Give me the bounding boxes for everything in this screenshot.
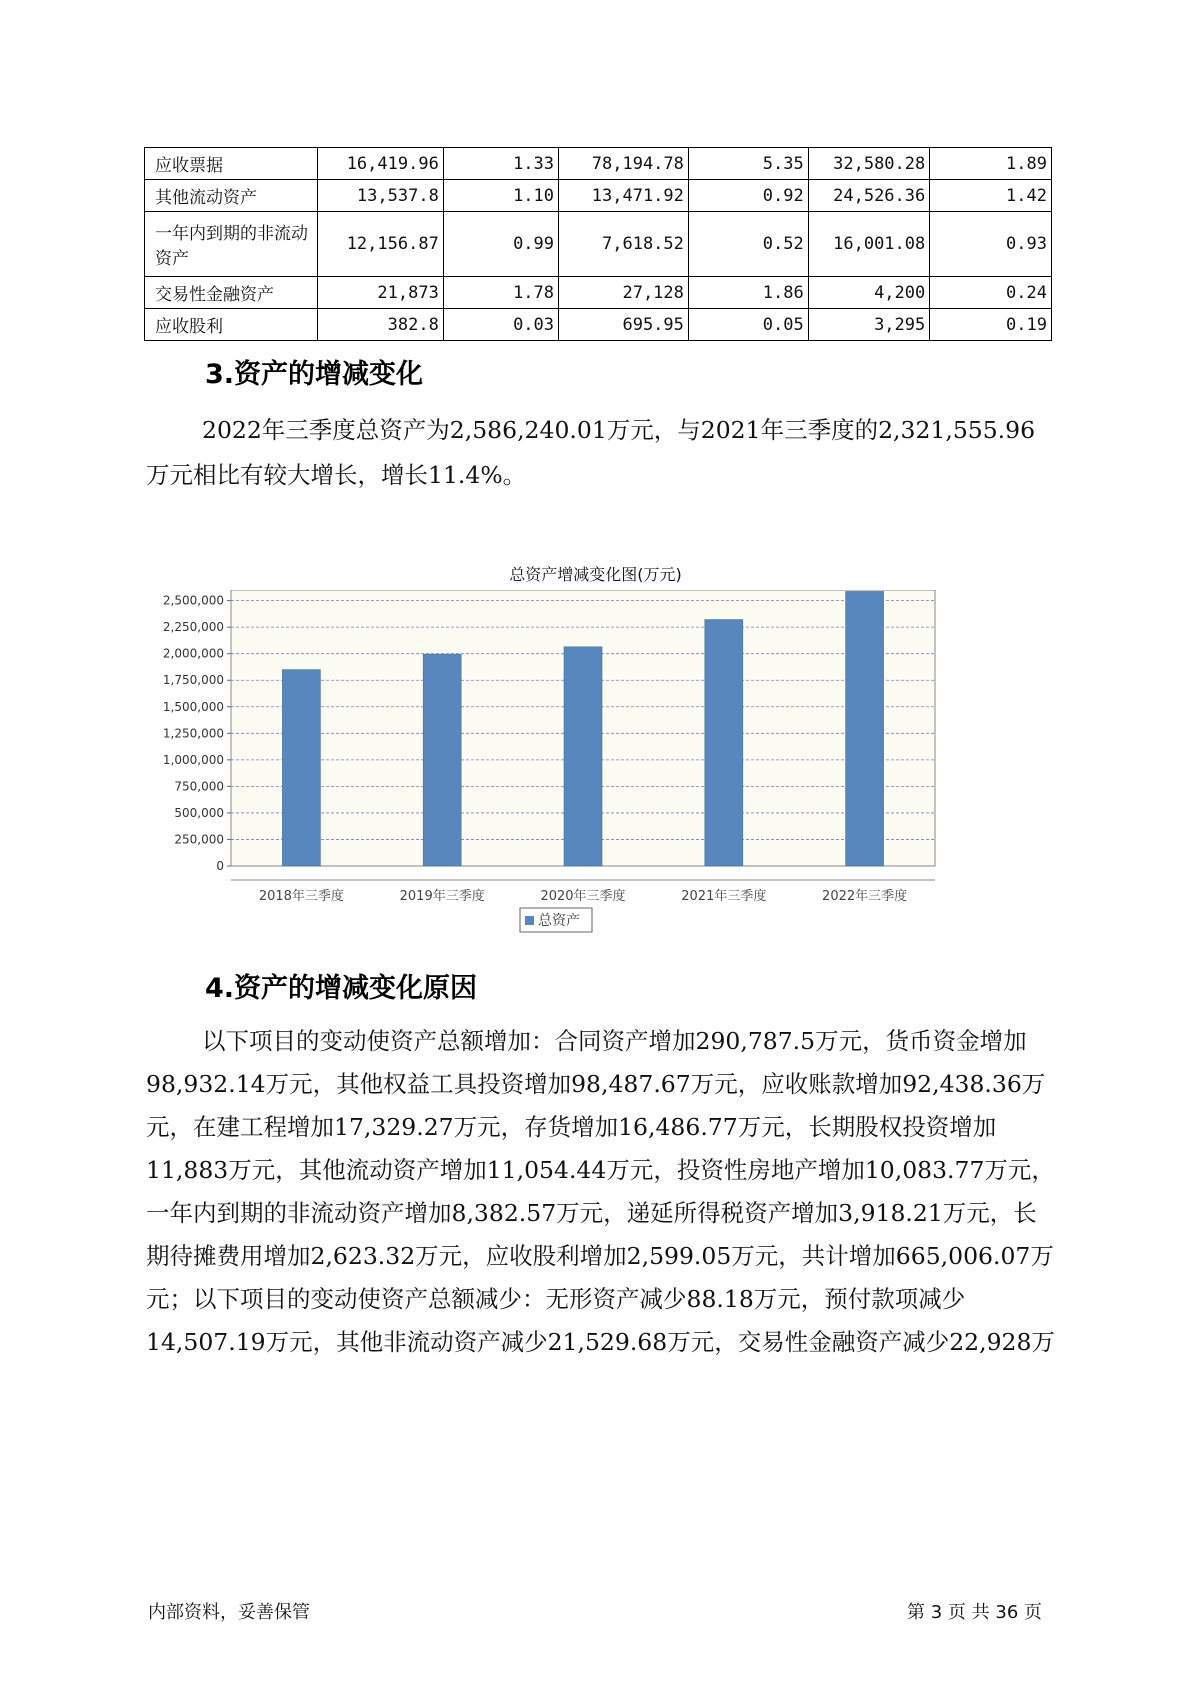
row-label: 应收票据 (145, 148, 318, 180)
y-tick-label: 1,000,000 (162, 752, 224, 767)
percent-cell: 0.24 (930, 277, 1052, 309)
percent-cell: 1.10 (443, 180, 558, 212)
value-cell: 13,537.8 (317, 180, 443, 212)
y-tick-label: 0 (216, 859, 224, 873)
percent-cell: 0.52 (688, 212, 808, 277)
bar (705, 620, 743, 866)
y-tick-label: 2,500,000 (162, 593, 224, 608)
row-label: 一年内到期的非流动资产 (145, 212, 318, 277)
x-tick-label: 2018年三季度 (258, 889, 344, 904)
y-tick-label: 250,000 (174, 832, 224, 847)
value-cell: 7,618.52 (559, 212, 689, 277)
asset-table (144, 147, 1052, 341)
bar (846, 591, 884, 866)
y-tick-label: 1,250,000 (162, 726, 224, 741)
bar (282, 670, 320, 866)
value-cell: 12,156.87 (317, 212, 443, 277)
section3-text: 2022年三季度总资产为2,586,240.01万元，与2021年三季度的2,321,555.96万元相比有较大增长，增长11.4%。 (146, 416, 1036, 489)
percent-cell: 0.93 (930, 212, 1052, 277)
table-row (145, 309, 1052, 341)
asset-table-body (145, 148, 1052, 341)
y-tick-label: 2,250,000 (162, 620, 224, 635)
section4-text: 以下项目的变动使资产总额增加：合同资产增加290,787.5万元，货币资金增加98,932.14万元，其他权益工具投资增加98,487.67万元，应收账款增加92,438.36万元，在建工程增加17,329.27万元，存货增加16,486.77万元，长期股权投资增加11,883万元，其他流动资产增加11,054.44万元，投资性房地产增加10,083.77万元，一年内到期的非流动资产增加8,382.57万元，递延所得税资产增加3,918.21万元，长期待摊费用增加2,623.32万元，应收股利增加2,599.05万元，共计增加665,006.07万元；以下项目的变动使资产总额减少：无形资产减少88.18万元，预付款项减少14,507.19万元，其他非流动资产减少21,529.68万元，交易性金融资产减少22,928万 (146, 1027, 1055, 1356)
row-label: 应收股利 (145, 309, 318, 341)
footer-page-number: 第 3 页 共 36 页 (907, 1602, 1042, 1623)
value-cell: 16,419.96 (317, 148, 443, 180)
legend-label: 总资产 (538, 913, 580, 929)
row-label: 交易性金融资产 (145, 277, 318, 309)
value-cell: 78,194.78 (559, 148, 689, 180)
value-cell: 13,471.92 (559, 180, 689, 212)
value-cell: 16,001.08 (808, 212, 930, 277)
value-cell: 4,200 (808, 277, 930, 309)
total-assets-chart (150, 590, 950, 945)
chart-title: 总资产增减变化图(万元) (509, 565, 682, 584)
section3-heading: 3.资产的增减变化 (205, 359, 424, 390)
percent-cell: 1.42 (930, 180, 1052, 212)
value-cell: 24,526.36 (808, 180, 930, 212)
value-cell: 382.8 (317, 309, 443, 341)
percent-cell: 1.89 (930, 148, 1052, 180)
legend-swatch (525, 916, 534, 925)
y-tick-label: 1,750,000 (162, 673, 224, 688)
percent-cell: 0.92 (688, 180, 808, 212)
percent-cell: 1.78 (443, 277, 558, 309)
section3-paragraph (146, 408, 1056, 498)
section4-paragraph (146, 1020, 1056, 1364)
percent-cell: 1.33 (443, 148, 558, 180)
table-row (145, 277, 1052, 309)
value-cell: 695.95 (559, 309, 689, 341)
y-tick-label: 2,000,000 (162, 646, 224, 661)
y-tick-label: 500,000 (174, 805, 224, 820)
table-row (145, 212, 1052, 277)
value-cell: 32,580.28 (808, 148, 930, 180)
table-row (145, 148, 1052, 180)
x-tick-label: 2022年三季度 (822, 889, 908, 904)
footer-confidential: 内部资料，妥善保管 (148, 1602, 310, 1623)
table-row (145, 180, 1052, 212)
bar (423, 654, 461, 866)
percent-cell: 1.86 (688, 277, 808, 309)
percent-cell: 0.05 (688, 309, 808, 341)
percent-cell: 0.19 (930, 309, 1052, 341)
x-tick-label: 2020年三季度 (540, 889, 626, 904)
value-cell: 27,128 (559, 277, 689, 309)
bar (564, 647, 602, 866)
section4-heading: 4.资产的增减变化原因 (205, 973, 478, 1004)
percent-cell: 0.03 (443, 309, 558, 341)
value-cell: 3,295 (808, 309, 930, 341)
x-tick-label: 2021年三季度 (681, 889, 767, 904)
percent-cell: 0.99 (443, 212, 558, 277)
value-cell: 21,873 (317, 277, 443, 309)
x-tick-label: 2019年三季度 (399, 889, 485, 904)
y-tick-label: 750,000 (174, 779, 224, 794)
percent-cell: 5.35 (688, 148, 808, 180)
y-tick-label: 1,500,000 (162, 699, 224, 714)
row-label: 其他流动资产 (145, 180, 318, 212)
